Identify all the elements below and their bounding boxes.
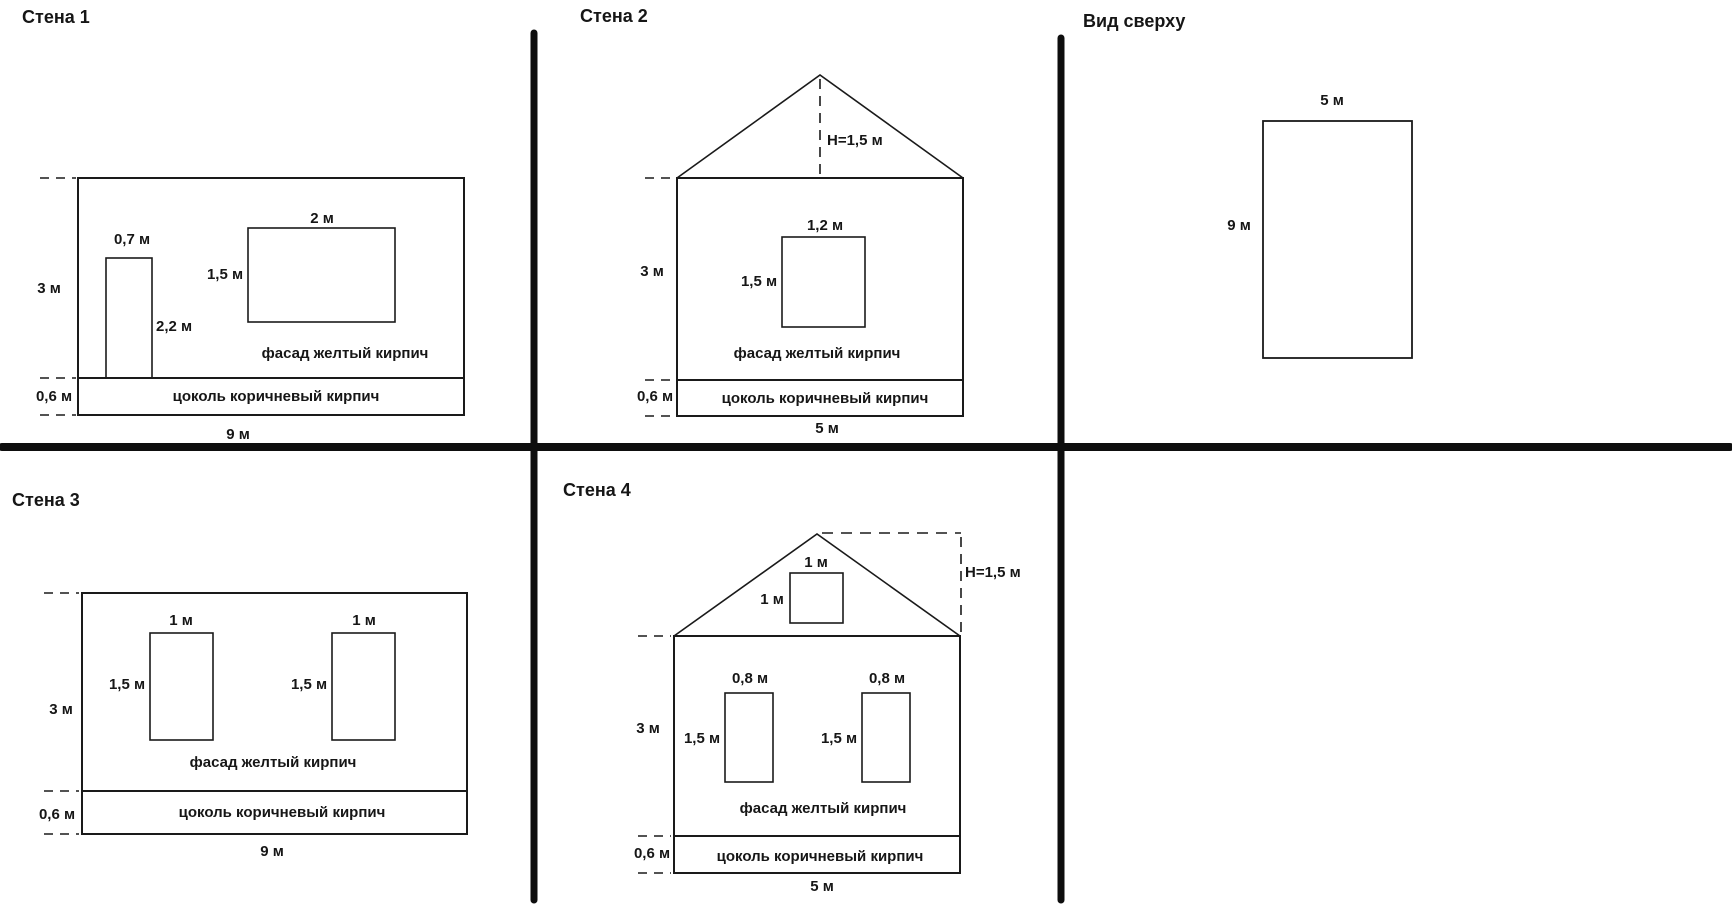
wall4-height-label: 3 м <box>636 720 660 737</box>
wall4-roof-height-label: Н=1,5 м <box>965 564 1021 581</box>
wall4-window-right-height-label: 1,5 м <box>820 730 858 747</box>
wall4-base-label: цоколь коричневый кирпич <box>716 848 924 865</box>
wall3-window-left <box>150 633 213 740</box>
wall3-window-right <box>332 633 395 740</box>
wall4-window-right <box>862 693 910 782</box>
wall2-title: Стена 2 <box>580 6 648 26</box>
wall1-window-width-label: 2 м <box>310 210 334 227</box>
wall4-facade-label: фасад желтый кирпич <box>739 800 907 817</box>
wall1-door-width-label: 0,7 м <box>113 231 151 248</box>
wall4-attic-window-width-label: 1 м <box>804 554 828 571</box>
top-view-depth-label: 9 м <box>1227 217 1251 234</box>
top-view-title: Вид сверху <box>1083 11 1186 31</box>
wall2-window-height-label: 1,5 м <box>740 273 778 290</box>
wall1-base-label: цоколь коричневый кирпич <box>172 388 380 405</box>
wall3-facade-label: фасад желтый кирпич <box>189 754 357 771</box>
wall4-title: Стена 4 <box>563 480 631 500</box>
wall2-window <box>782 237 865 327</box>
wall3-width-label: 9 м <box>260 843 284 860</box>
wall3-base-height-label: 0,6 м <box>38 806 76 823</box>
wall4-window-left-height-label: 1,5 м <box>683 730 721 747</box>
wall1-window-height-label: 1,5 м <box>206 266 244 283</box>
wall2-width-label: 5 м <box>815 420 839 437</box>
wall1-base-height-label: 0,6 м <box>35 388 73 405</box>
wall3-window-left-height-label: 1,5 м <box>108 676 146 693</box>
wall2-facade-label: фасад желтый кирпич <box>733 345 901 362</box>
wall1-window <box>248 228 395 322</box>
wall3-window-right-height-label: 1,5 м <box>290 676 328 693</box>
wall3-window-left-width-label: 1 м <box>169 612 193 629</box>
wall3-title: Стена 3 <box>12 490 80 510</box>
wall3-height-label: 3 м <box>49 701 73 718</box>
wall1-door <box>106 258 152 378</box>
wall1-door-height-label: 2,2 м <box>156 318 193 335</box>
wall3-window-right-width-label: 1 м <box>352 612 376 629</box>
wall4-width-label: 5 м <box>810 878 834 895</box>
top-view-width-label: 5 м <box>1320 92 1344 109</box>
wall4-attic-window-height-label: 1 м <box>760 591 784 608</box>
wall4-window-left <box>725 693 773 782</box>
wall4-base-height-label: 0,6 м <box>633 845 671 862</box>
wall3-base-label: цоколь коричневый кирпич <box>178 804 386 821</box>
wall2-height-label: 3 м <box>640 263 664 280</box>
wall1-width-label: 9 м <box>226 426 250 443</box>
wall2-base-label: цоколь коричневый кирпич <box>721 390 929 407</box>
top-view-outline <box>1263 121 1412 358</box>
wall1-facade-label: фасад желтый кирпич <box>261 345 429 362</box>
wall1-title: Стена 1 <box>22 7 90 27</box>
wall2-roof-height-label: Н=1,5 м <box>827 132 883 149</box>
wall1-height-label: 3 м <box>37 280 61 297</box>
wall4-roof-outline <box>674 534 960 636</box>
wall2-base-height-label: 0,6 м <box>636 388 674 405</box>
wall2-roof-outline <box>677 75 963 178</box>
wall2-window-width-label: 1,2 м <box>806 217 844 234</box>
wall4-window-right-width-label: 0,8 м <box>868 670 906 687</box>
wall4-window-left-width-label: 0,8 м <box>731 670 769 687</box>
